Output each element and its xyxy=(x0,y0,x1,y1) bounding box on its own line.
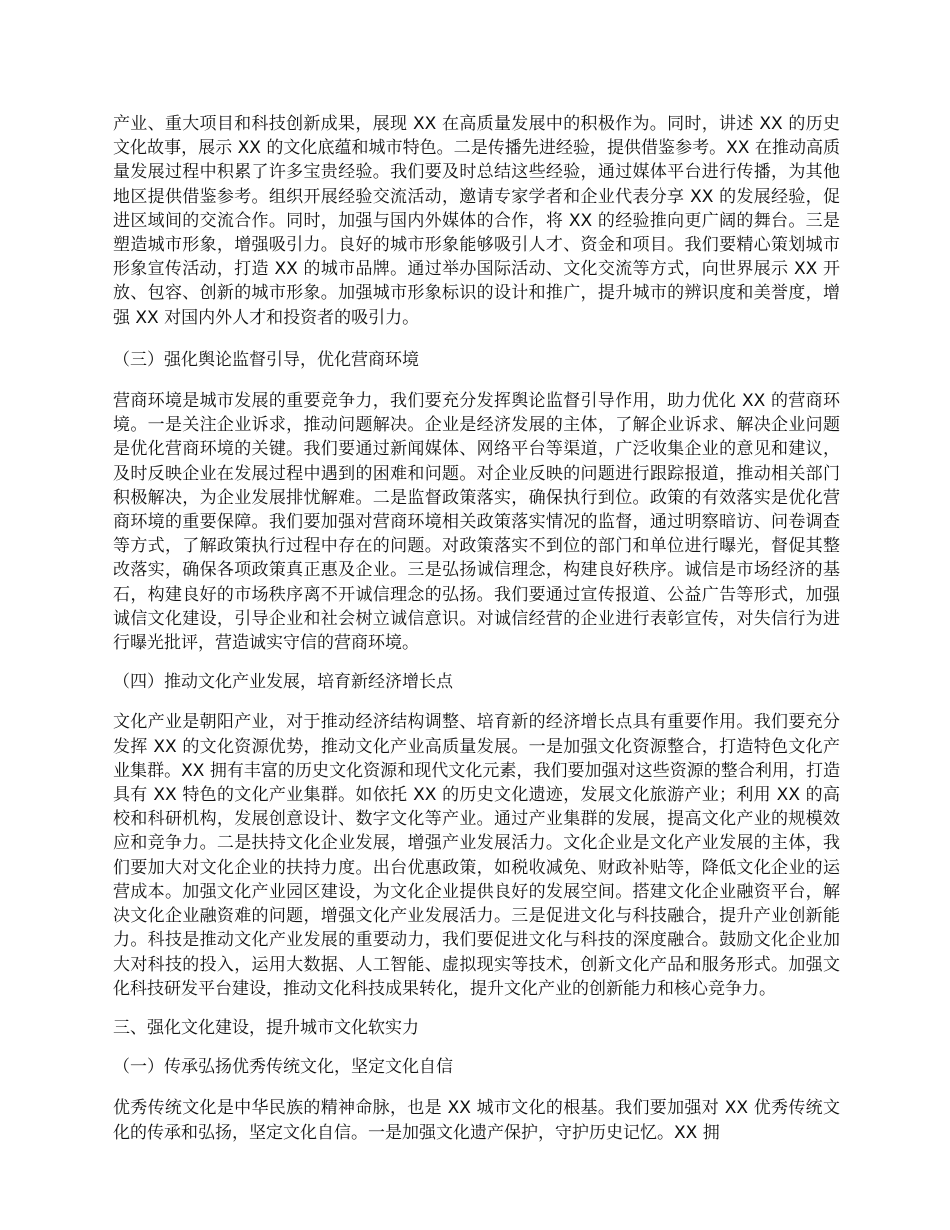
section-heading: 三、强化文化建设，提升城市文化软实力 xyxy=(113,1017,419,1038)
subsection-heading: （四）推动文化产业发展，培育新经济增长点 xyxy=(113,672,453,693)
body-paragraph: 文化产业是朝阳产业，对于推动经济结构调整、培育新的经济增长点具有重要作用。我们要充分发挥 XX 的文化资源优势，推动文化产业高质量发展。一是加强文化资源整合，打造特色文化产业集群。XX 拥有丰富的历史文化资源和现代文化元素，我们要加强对这些资源的整合利用，打造具有 XX 特色的文化产业集群。如依托 XX 的历史文化遗迹，发展文化旅游产业；利用 XX 的高校和科研机构，发展创意设计、数字文化等产业。通过产业集群的发展，提高文化产业的规模效应和竞争力。二是扶持文化企业发展，增强产业发展活力。文化企业是文化产业发展的主体，我们要加大对文化企业的扶持力度。出台优惠政策，如税收减免、财政补贴等，降低文化企业的运营成本。加强文化产业园区建设，为文化企业提供良好的发展空间。搭建文化企业融资平台，解决文化企业融资难的问题，增强文化产业发展活力。三是促进文化与科技融合，提升产业创新能力。科技是推动文化产业发展的重要动力，我们要促进文化与科技的深度融合。鼓励文化企业加大对科技的投入，运用大数据、人工智能、虚拟现实等技术，创新文化产品和服务形式。加强文化科技研发平台建设，推动文化科技成果转化，提升文化产业的创新能力和核心竞争力。 xyxy=(113,712,840,999)
document-page xyxy=(113,112,840,1145)
body-paragraph: 产业、重大项目和科技创新成果，展现 XX 在高质量发展中的积极作为。同时，讲述 XX 的历史文化故事，展示 XX 的文化底蕴和城市特色。二是传播先进经验，提供借鉴参考。XX 在推动高质量发展过程中积累了许多宝贵经验。我们要及时总结这些经验，通过媒体平台进行传播，为其他地区提供借鉴参考。组织开展经验交流活动，邀请专家学者和企业代表分享 XX 的发展经验，促进区域间的交流合作。同时，加强与国内外媒体的合作，将 XX 的经验推向更广阔的舞台。三是塑造城市形象，增强吸引力。良好的城市形象能够吸引人才、资金和项目。我们要精心策划城市形象宣传活动，打造 XX 的城市品牌。通过举办国际活动、文化交流等方式，向世界展示 XX 开放、包容、创新的城市形象。加强城市形象标识的设计和推广，提升城市的辨识度和美誉度，增强 XX 对国内外人才和投资者的吸引力。 xyxy=(113,114,840,328)
body-paragraph: 营商环境是城市发展的重要竞争力，我们要充分发挥舆论监督引导作用，助力优化 XX 的营商环境。一是关注企业诉求，推动问题解决。企业是经济发展的主体，了解企业诉求、解决企业问题是优化营商环境的关键。我们要通过新闻媒体、网络平台等渠道，广泛收集企业的意见和建议，及时反映企业在发展过程中遇到的困难和问题。对企业反映的问题进行跟踪报道，推动相关部门积极解决，为企业发展排忧解难。二是监督政策落实，确保执行到位。政策的有效落实是优化营商环境的重要保障。我们要加强对营商环境相关政策落实情况的监督，通过明察暗访、问卷调查等方式，了解政策执行过程中存在的问题。对政策落实不到位的部门和单位进行曝光，督促其整改落实，确保各项政策真正惠及企业。三是弘扬诚信理念，构建良好秩序。诚信是市场经济的基石，构建良好的市场秩序离不开诚信理念的弘扬。我们要通过宣传报道、公益广告等形式，加强诚信文化建设，引导企业和社会树立诚信意识。对诚信经营的企业进行表彰宣传，对失信行为进行曝光批评，营造诚实守信的营商环境。 xyxy=(113,391,840,654)
subsection-heading: （三）强化舆论监督引导，优化营商环境 xyxy=(113,349,419,370)
body-paragraph: 优秀传统文化是中华民族的精神命脉，也是 XX 城市文化的根基。我们要加强对 XX 优秀传统文化的传承和弘扬，坚定文化自信。一是加强文化遗产保护，守护历史记忆。XX 拥 xyxy=(113,1098,840,1143)
subsection-heading: （一）传承弘扬优秀传统文化，坚定文化自信 xyxy=(113,1057,453,1078)
